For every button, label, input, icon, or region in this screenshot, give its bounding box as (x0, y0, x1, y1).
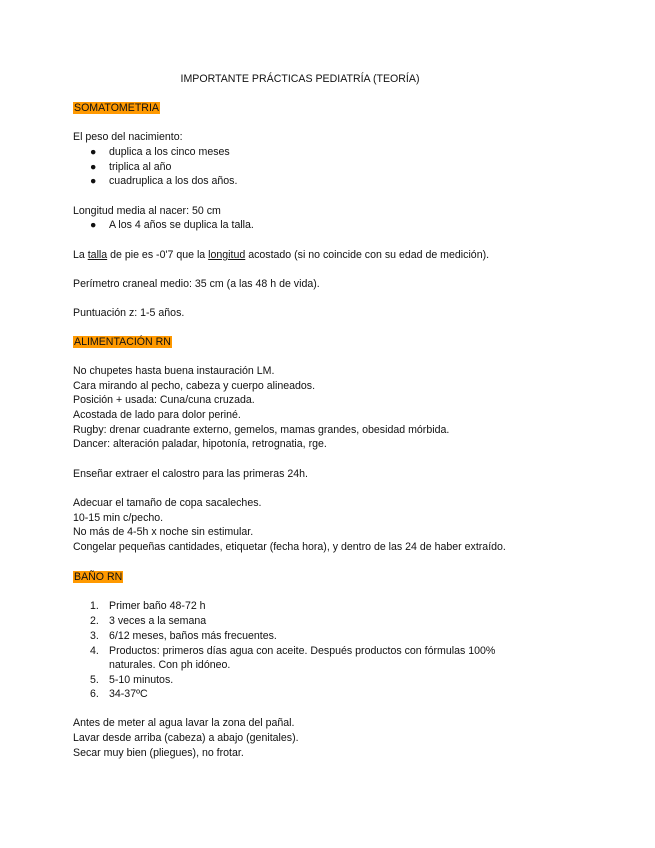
puntuacion-text: Puntuación z: 1-5 años. (73, 307, 185, 319)
longitud-text: Longitud media al nacer: 50 cm (73, 205, 221, 217)
paragraph-line: Antes de meter al agua lavar la zona del pañal. (73, 717, 295, 729)
list-number: 6. (90, 688, 99, 700)
list-number: 3. (90, 630, 99, 642)
list-item: A los 4 años se duplica la talla. (109, 219, 254, 231)
list-item: Productos: primeros días agua con aceite. Después productos con fórmulas 100% (109, 645, 496, 657)
list-item: 6/12 meses, baños más frecuentes. (109, 630, 277, 642)
list-item: triplica al año (109, 161, 172, 173)
paragraph-line: Cara mirando al pecho, cabeza y cuerpo alineados. (73, 380, 316, 392)
talla-pre: La (73, 249, 88, 261)
list-item: cuadruplica a los dos años. (109, 175, 238, 187)
peso-intro: El peso del nacimiento: (73, 131, 183, 143)
paragraph-line: Lavar desde arriba (cabeza) a abajo (genitales). (73, 732, 299, 744)
list-item: duplica a los cinco meses (109, 146, 230, 158)
paragraph-line: Adecuar el tamaño de copa sacaleches. (73, 497, 262, 509)
heading-highlight: SOMATOMETRIA (74, 102, 159, 114)
paragraph-line: No chupetes hasta buena instauración LM. (73, 365, 275, 377)
longitud-underlined: longitud (208, 249, 246, 261)
perimetro-text: Perímetro craneal medio: 35 cm (a las 48 h de vida). (73, 278, 320, 290)
list-item: Primer baño 48-72 h (109, 600, 206, 612)
list-number: 5. (90, 674, 99, 686)
section-heading-bano (73, 571, 123, 584)
talla-post: acostado (si no coincide con su edad de medición). (245, 249, 490, 261)
paragraph-line: Secar muy bien (pliegues), no frotar. (73, 747, 244, 759)
bullet-icon: ● (90, 219, 97, 231)
document-title: IMPORTANTE PRÁCTICAS PEDIATRÍA (TEORÍA) (180, 73, 420, 85)
paragraph-line: Dancer: alteración paladar, hipotonía, retrognatia, rge. (73, 438, 327, 450)
paragraph-line: Rugby: drenar cuadrante externo, gemelos, mamas grandes, obesidad mórbida. (73, 424, 450, 436)
list-number: 2. (90, 615, 99, 627)
paragraph-line: Acostada de lado para dolor periné. (73, 409, 241, 421)
list-item: 3 veces a la semana (109, 615, 207, 627)
paragraph-line: 10-15 min c/pecho. (73, 512, 164, 524)
list-number: 1. (90, 600, 99, 612)
paragraph-line: Posición + usada: Cuna/cuna cruzada. (73, 394, 255, 406)
talla-underlined: talla (87, 249, 108, 261)
list-item: 5-10 minutos. (109, 674, 174, 686)
section-heading-alimentacion (73, 336, 172, 349)
section-heading-somatometria (73, 102, 160, 115)
heading-highlight: ALIMENTACIÓN RN (74, 336, 171, 348)
list-number: 4. (90, 645, 99, 657)
calostro-text: Enseñar extraer el calostro para las primeras 24h. (73, 468, 308, 480)
talla-text (73, 249, 489, 262)
paragraph-line: Congelar pequeñas cantidades, etiquetar (fecha hora), y dentro de las 24 de haber extraído. (73, 541, 506, 553)
bullet-icon: ● (90, 146, 97, 158)
heading-highlight: BAÑO RN (74, 571, 123, 583)
list-item: 34-37ºC (109, 688, 148, 700)
list-item-continuation: naturales. Con ph idóneo. (109, 659, 231, 671)
bullet-icon: ● (90, 161, 97, 173)
paragraph-line: No más de 4-5h x noche sin estimular. (73, 526, 254, 538)
bullet-icon: ● (90, 175, 97, 187)
talla-mid: de pie es -0'7 que la (107, 249, 209, 261)
